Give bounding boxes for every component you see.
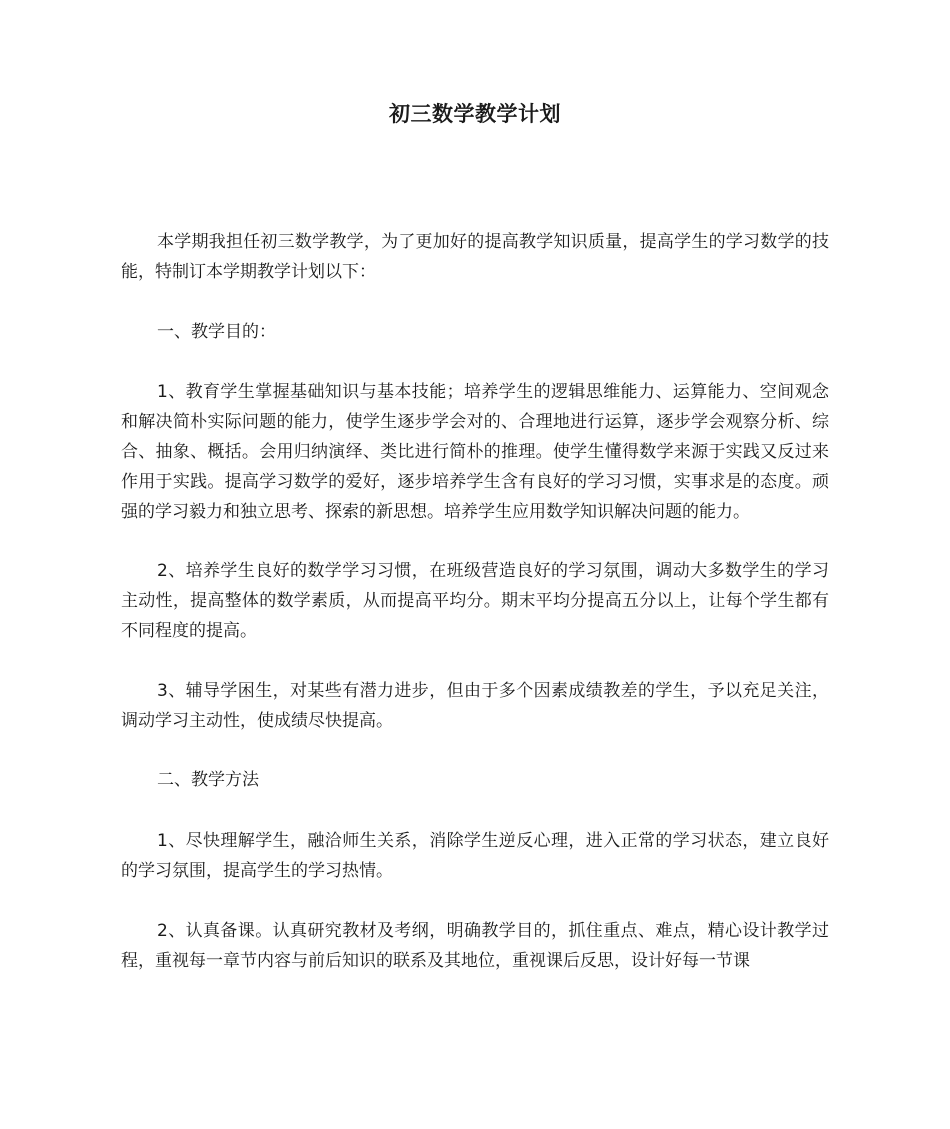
goal-item-3: 3、辅导学困生，对某些有潜力进步，但由于多个因素成绩教差的学生，予以充足关注，调动学习主动性，使成绩尽快提高。: [121, 680, 829, 731]
section-heading-teaching-methods: 二、教学方法: [157, 770, 259, 791]
goal-item-2: 2、培养学生良好的数学学习习惯，在班级营造良好的学习氛围，调动大多数学生的学习主动性，提高整体的数学素质，从而提高平均分。期末平均分提高五分以上，让每个学生都有不同程度的提高。: [121, 561, 829, 641]
goal-item-1: 1、教育学生掌握基础知识与基本技能；培养学生的逻辑思维能力、运算能力、空间观念和解决简朴实际问题的能力，使学生逐步学会对的、合理地进行运算，逐步学会观察分析、综合、抽象、概括。会用归纳演绎、类比进行简朴的推理。使学生懂得数学来源于实践又反过来作用于实践。提高学习数学的爱好，逐步培养学生含有良好的学习习惯，实事求是的态度。顽强的学习毅力和独立思考、探索的新思想。培养学生应用数学知识解决问题的能力。: [121, 382, 829, 522]
method-item-1: 1、尽快理解学生，融洽师生关系，消除学生逆反心理，进入正常的学习状态，建立良好的学习氛围，提高学生的学习热情。: [121, 831, 829, 881]
section-heading-teaching-goals: 一、教学目的：: [157, 321, 276, 342]
intro-paragraph: 本学期我担任初三数学教学，为了更加好的提高教学知识质量，提高学生的学习数学的技能，特制订本学期教学计划以下：: [121, 232, 829, 282]
document-title: 初三数学教学计划: [389, 102, 561, 126]
document-body: [121, 228, 829, 1006]
method-item-2: 2、认真备课。认真研究教材及考纲，明确教学目的，抓住重点、难点，精心设计教学过程，重视每一章节内容与前后知识的联系及其地位，重视课后反思，设计好每一节课: [121, 920, 829, 971]
